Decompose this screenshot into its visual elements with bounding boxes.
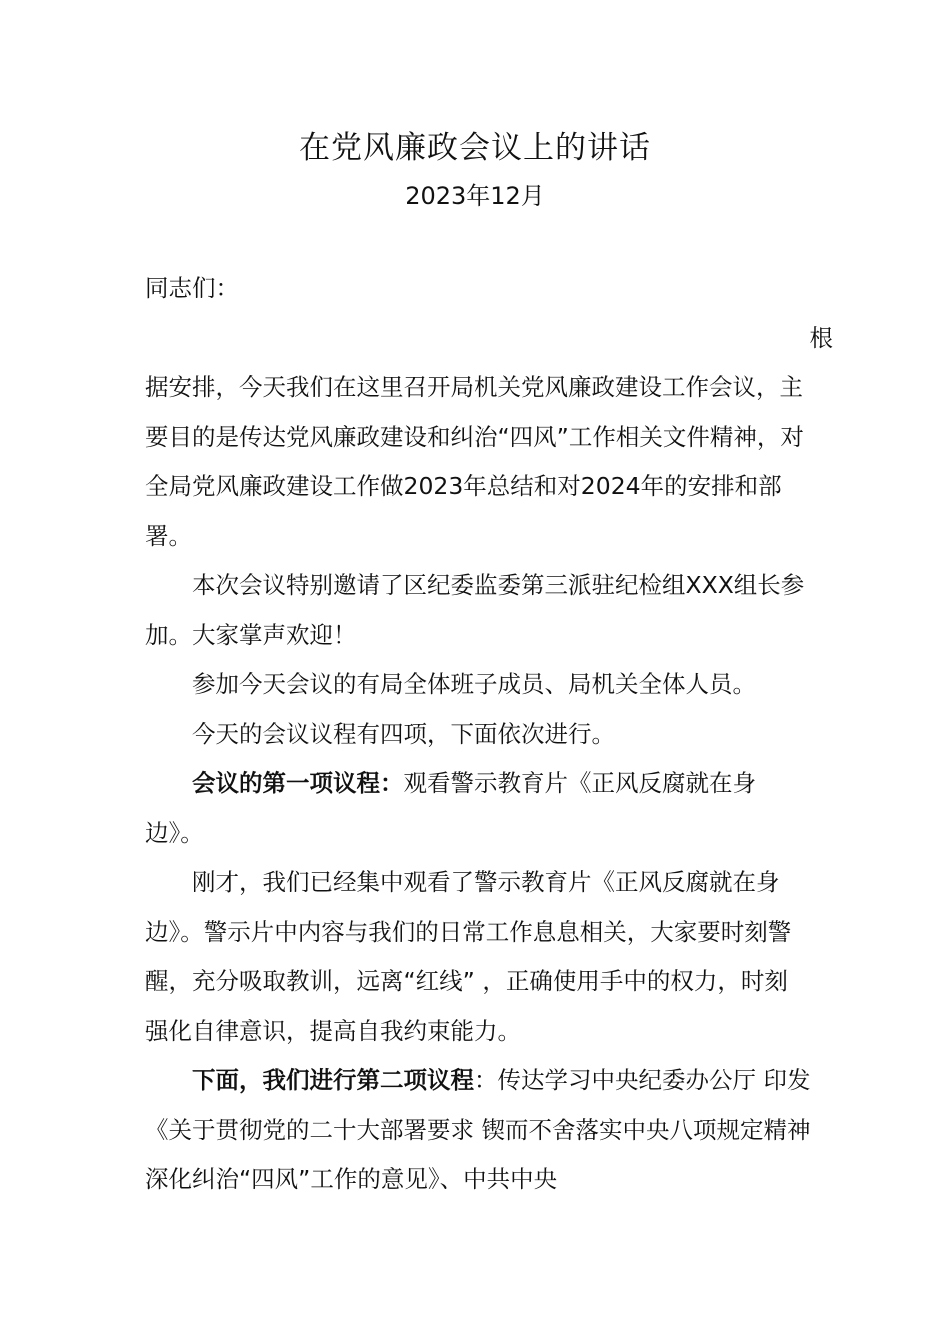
document-date: 2023年12月 (405, 182, 545, 210)
paragraph-5 (145, 759, 811, 858)
document-body (145, 264, 833, 1205)
agenda-item-1-text: 观看警示教育片《正风反腐就在身边》。 (145, 769, 756, 847)
document-title: 在党风廉政会议上的讲话 (299, 130, 651, 166)
paragraph-1-head: 根 (809, 323, 833, 352)
salutation: 同志们： (145, 274, 239, 302)
paragraph-3: 参加今天会议的有局全体班子成员、局机关全体人员。 (192, 670, 756, 698)
paragraph-7 (145, 1056, 811, 1205)
paragraph-1: 据安排，今天我们在这里召开局机关党风廉政建设工作会议，主要目的是传达党风廉政建设和纠治“四风”工作相关文件精神，对全局党风廉政建设工作做2023年总结和对2024年的安排和部署。 (145, 373, 804, 550)
agenda-item-2-label: 下面，我们进行第二项议程 (192, 1066, 474, 1094)
paragraph-2: 本次会议特别邀请了区纪委监委第三派驻纪检组XXX组长参加。大家掌声欢迎！ (145, 571, 805, 649)
paragraph-6: 刚才，我们已经集中观看了警示教育片《正风反腐就在身边》。警示片中内容与我们的日常工作息息相关，大家要时刻警醒，充分吸取教训，远离“红线” ，正确使用手中的权力，时刻强化自律意识，提高自我约束能力。 (145, 868, 792, 1045)
agenda-item-1-label: 会议的第一项议程： (192, 769, 404, 797)
agenda-item-2-text: ：传达学习中央纪委办公厅 印发《关于贯彻党的二十大部署要求 锲而不舍落实中央八项规定精神深化纠治“四风”工作的意见》、中共中央 (145, 1066, 811, 1193)
paragraph-4: 今天的会议议程有四项，下面依次进行。 (192, 719, 615, 748)
